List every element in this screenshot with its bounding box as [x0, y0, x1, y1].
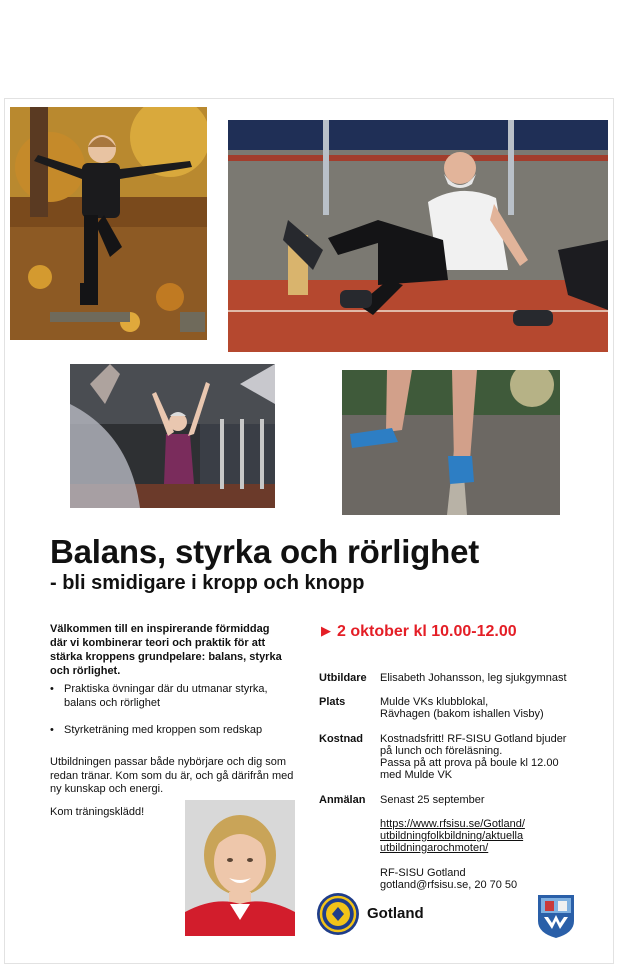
rf-sisu-logo	[316, 892, 360, 936]
contact-info: gotland@rfsisu.se, 20 70 50	[380, 879, 518, 891]
cost-line-3: Passa på att prova på boule kl 12.00	[380, 757, 559, 769]
photo-man-exercising	[228, 120, 608, 352]
signup-label: Anmälan	[319, 794, 366, 806]
cost-line-4: med Mulde VK	[380, 769, 453, 781]
place-line-2: Rävhagen (bakom ishallen Visby)	[380, 708, 544, 720]
photo-instructor-portrait	[185, 800, 295, 936]
intro-text: Välkommen till en inspirerande förmiddag där vi kombinerar teori och praktik för att stärka kroppens grundpelare: balans, styrka och rörlighet.	[50, 623, 282, 677]
poster-subtitle: - bli smidigare i kropp och knopp	[50, 572, 365, 594]
signup-link-line-3[interactable]: utbildningarochmoten/	[380, 842, 489, 854]
poster-title: Balans, styrka och rörlighet	[50, 533, 480, 570]
place-label: Plats	[319, 696, 346, 708]
signup-link-line-2[interactable]: utbildningfolkbildning/aktuella	[380, 830, 524, 842]
cost-line-2: på lunch och föreläsning.	[380, 745, 503, 757]
signup-deadline: Senast 25 september	[380, 794, 485, 806]
event-date-text: 2 oktober kl 10.00-12.00	[337, 623, 517, 640]
region-name: Gotland	[367, 905, 424, 922]
photo-feet-balance-beam	[342, 370, 560, 515]
bullet-item: • Styrketräning med kroppen som redskap	[50, 724, 290, 738]
photo-woman-balancing	[10, 107, 207, 340]
mulde-vk-logo	[536, 893, 576, 939]
audience-text: Utbildningen passar både nybörjare och dig som redan tränar. Kom som du är, och gå därifrån med ny kunskap och energi.	[50, 756, 294, 795]
photo-woman-reaching	[70, 364, 275, 508]
play-arrow-icon: ▶	[321, 623, 331, 638]
clothing-note: Kom träningsklädd!	[50, 806, 145, 818]
contact-org: RF-SISU Gotland	[380, 867, 466, 879]
instructor-label: Utbildare	[319, 672, 367, 684]
signup-link-line-1[interactable]: https://www.rfsisu.se/Gotland/	[380, 818, 525, 830]
cost-label: Kostnad	[319, 733, 363, 745]
bullet-list	[50, 683, 290, 752]
bullet-item: • Praktiska övningar där du utmanar styrka, balans och rörlighet	[50, 683, 290, 710]
cost-line-1: Kostnadsfritt! RF-SISU Gotland bjuder	[380, 733, 567, 745]
place-line-1: Mulde VKs klubblokal,	[380, 696, 489, 708]
instructor-value: Elisabeth Johansson, leg sjukgymnast	[380, 672, 567, 684]
event-date	[321, 623, 517, 641]
